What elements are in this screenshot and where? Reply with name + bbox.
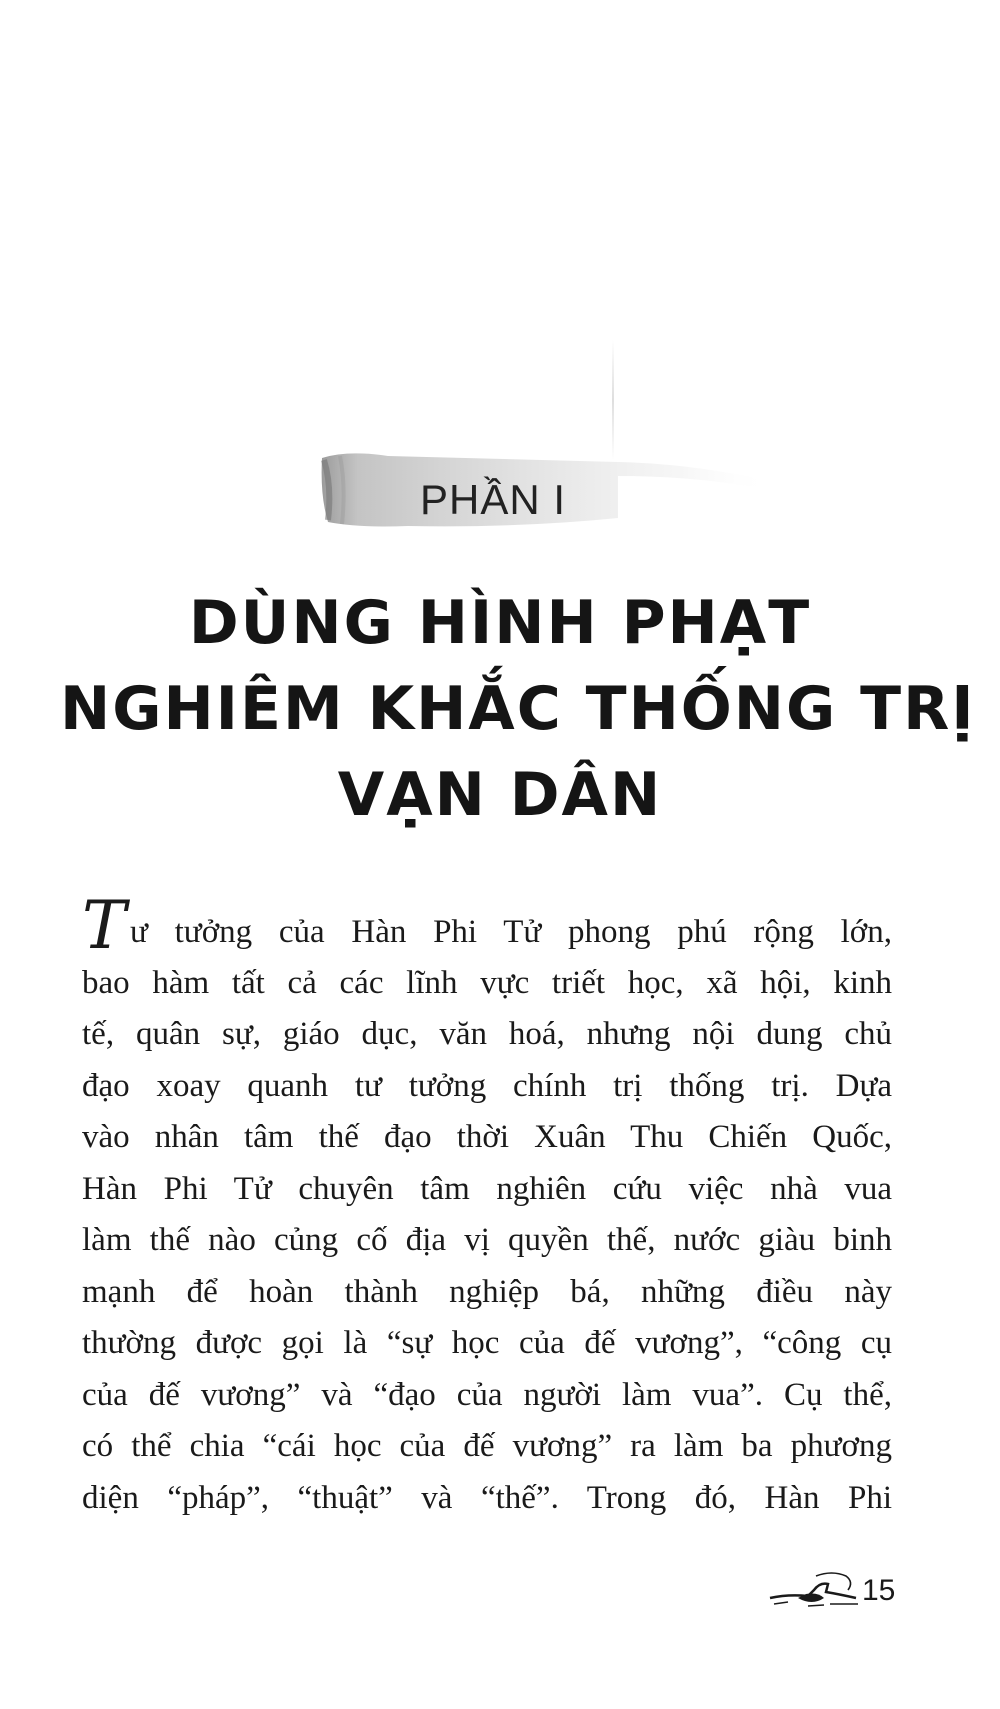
chapter-title-line: VẠN DÂN: [337, 760, 663, 830]
body-line: tế, quân sự, giáo dục, văn hoá, nhưng nội dung chủ: [82, 1016, 892, 1052]
body-line: vào nhân tâm thế đạo thời Xuân Thu Chiến Quốc,: [82, 1119, 892, 1155]
paper-crease: [612, 340, 614, 460]
chapter-title-line: DÙNG HÌNH PHẠT: [188, 588, 812, 658]
body-line: có thể chia “cái học của đế vương” ra làm ba phương: [82, 1428, 892, 1464]
body-line: [82, 887, 892, 964]
drop-cap: T: [82, 887, 127, 964]
body-line-text: ư tưởng của Hàn Phi Tử phong phú rộng lớn,: [130, 914, 892, 950]
brush-ornament-icon: [768, 1568, 860, 1619]
body-line: thường được gọi là “sự học của đế vương”, “công cụ: [82, 1325, 892, 1361]
body-line: làm thế nào củng cố địa vị quyền thế, nước giàu binh: [82, 1222, 892, 1258]
part-banner: [318, 446, 778, 538]
part-label: PHẦN I: [420, 476, 567, 523]
body-line: diện “pháp”, “thuật” và “thế”. Trong đó, Hàn Phi: [82, 1479, 892, 1516]
page-number: 15: [862, 1574, 896, 1607]
chapter-title-line: NGHIÊM KHẮC THỐNG TRỊ: [60, 674, 976, 744]
body-line: Hàn Phi Tử chuyên tâm nghiên cứu việc nhà vua: [82, 1170, 892, 1207]
body-paragraph: [82, 887, 892, 1524]
body-line: bao hàm tất cả các lĩnh vực triết học, xã hội, kinh: [82, 964, 892, 1001]
body-line: đạo xoay quanh tư tưởng chính trị thống trị. Dựa: [82, 1067, 892, 1104]
chapter-title: [60, 580, 976, 838]
body-line: của đế vương” và “đạo của người làm vua”. Cụ thể,: [82, 1376, 892, 1413]
body-line: mạnh để hoàn thành nghiệp bá, những điều này: [82, 1273, 892, 1310]
